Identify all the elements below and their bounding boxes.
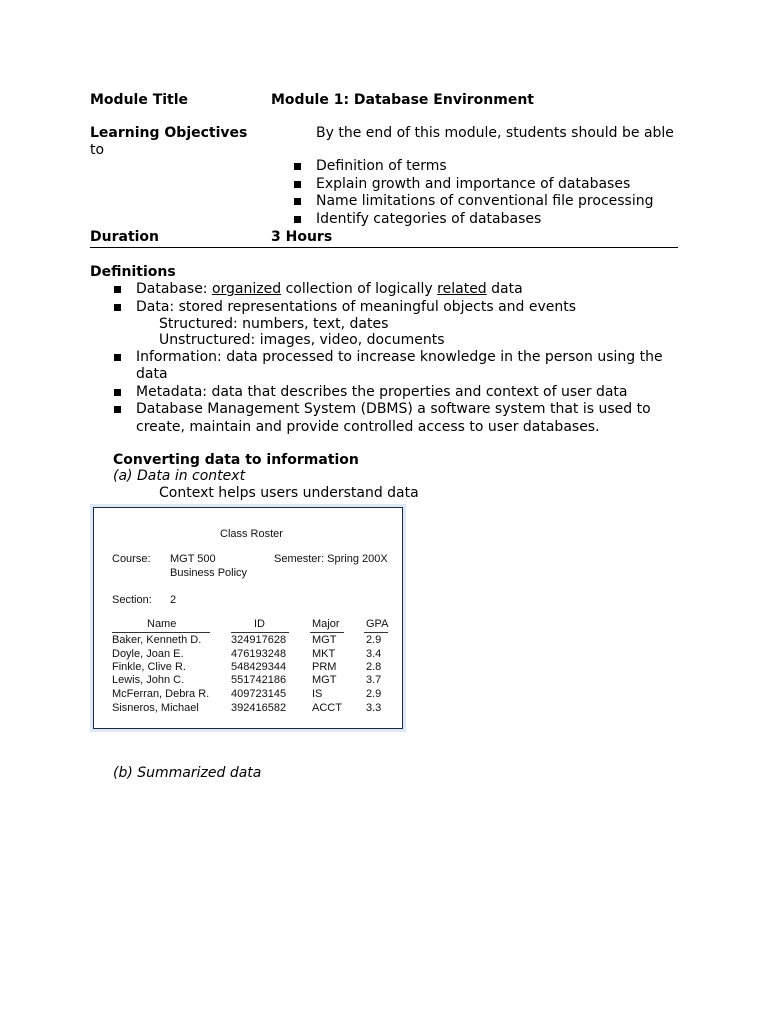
objectives-intro-cont: to <box>90 142 105 158</box>
bullet-square-icon <box>114 406 121 413</box>
roster-header-name: Name <box>147 618 177 630</box>
database-mid: collection of logically <box>281 281 438 297</box>
roster-cell-gpa: 2.9 <box>366 634 382 646</box>
roster-cell-name: Lewis, John C. <box>112 674 185 686</box>
roster-course-name: Business Policy <box>170 567 248 579</box>
database-prefix: Database: <box>136 281 212 297</box>
module-title-label: Module Title <box>90 92 189 108</box>
module-title-value: Module 1: Database Environment <box>271 92 534 108</box>
roster-cell-major: MGT <box>312 634 337 646</box>
duration-value: 3 Hours <box>271 229 333 245</box>
roster-cell-gpa: 3.7 <box>366 674 382 686</box>
objective-item: Definition of terms <box>316 158 447 174</box>
roster-cell-id: 551742186 <box>231 674 287 686</box>
definition-information-cont: data <box>136 366 168 382</box>
database-word-organized: organized <box>211 281 282 297</box>
bullet-square-icon <box>114 304 121 311</box>
roster-header-major: Major <box>312 618 340 630</box>
context-note: Context helps users understand data <box>159 485 419 501</box>
roster-section-value: 2 <box>170 594 177 606</box>
objective-item: Identify categories of databases <box>316 211 542 227</box>
roster-cell-major: ACCT <box>312 702 342 714</box>
roster-cell-name: Baker, Kenneth D. <box>112 634 202 646</box>
roster-cell-name: Sisneros, Michael <box>112 702 199 714</box>
definition-database <box>136 281 523 298</box>
database-suffix: data <box>486 281 523 297</box>
definition-unstructured: Unstructured: images, video, documents <box>159 332 445 348</box>
database-word-related: related <box>437 281 487 297</box>
definitions-heading: Definitions <box>90 264 176 280</box>
roster-cell-name: Finkle, Clive R. <box>112 661 186 673</box>
roster-header-underline <box>364 632 388 633</box>
roster-cell-id: 476193248 <box>231 648 287 660</box>
duration-label: Duration <box>90 229 160 245</box>
bullet-square-icon <box>294 216 301 223</box>
definition-structured: Structured: numbers, text, dates <box>159 316 389 332</box>
objective-item: Explain growth and importance of databases <box>316 176 631 192</box>
roster-cell-id: 324917628 <box>231 634 287 646</box>
definition-dbms: Database Management System (DBMS) a software system that is used to <box>136 401 651 417</box>
roster-title: Class Roster <box>220 528 283 540</box>
header-divider <box>90 247 678 248</box>
roster-cell-major: MGT <box>312 674 337 686</box>
roster-cell-id: 548429344 <box>231 661 287 673</box>
definition-dbms-cont: create, maintain and provide controlled access to user databases. <box>136 419 600 435</box>
converting-sub-b: (b) Summarized data <box>113 765 262 781</box>
roster-cell-gpa: 2.9 <box>366 688 382 700</box>
roster-cell-id: 392416582 <box>231 702 287 714</box>
roster-header-underline <box>112 632 210 633</box>
roster-header-underline <box>231 632 289 633</box>
roster-semester: Semester: Spring 200X <box>274 553 388 565</box>
objective-item: Name limitations of conventional file processing <box>316 193 654 209</box>
bullet-square-icon <box>294 181 301 188</box>
roster-header-underline <box>310 632 344 633</box>
roster-course-value: MGT 500 <box>170 553 216 565</box>
definition-information: Information: data processed to increase knowledge in the person using the <box>136 349 663 365</box>
objectives-label: Learning Objectives <box>90 125 248 141</box>
roster-header-gpa: GPA <box>366 618 389 630</box>
definition-data: Data: stored representations of meaningful objects and events <box>136 299 577 315</box>
roster-cell-id: 409723145 <box>231 688 287 700</box>
definition-metadata: Metadata: data that describes the properties and context of user data <box>136 384 628 400</box>
roster-cell-gpa: 3.3 <box>366 702 382 714</box>
roster-cell-major: MKT <box>312 648 336 660</box>
bullet-square-icon <box>114 389 121 396</box>
roster-cell-major: IS <box>312 688 323 700</box>
roster-cell-gpa: 2.8 <box>366 661 382 673</box>
roster-cell-gpa: 3.4 <box>366 648 382 660</box>
bullet-square-icon <box>294 163 301 170</box>
roster-course-label: Course: <box>112 553 151 565</box>
converting-heading: Converting data to information <box>113 452 359 468</box>
bullet-square-icon <box>114 286 121 293</box>
roster-cell-major: PRM <box>312 661 337 673</box>
class-roster-frame <box>93 507 403 729</box>
bullet-square-icon <box>294 198 301 205</box>
class-roster-figure <box>90 504 406 732</box>
roster-cell-name: McFerran, Debra R. <box>112 688 210 700</box>
converting-sub-a: (a) Data in context <box>113 468 246 484</box>
objectives-intro: By the end of this module, students should be able <box>316 125 674 141</box>
roster-header-id: ID <box>254 618 265 630</box>
bullet-square-icon <box>114 354 121 361</box>
roster-cell-name: Doyle, Joan E. <box>112 648 184 660</box>
roster-section-label: Section: <box>112 594 152 606</box>
